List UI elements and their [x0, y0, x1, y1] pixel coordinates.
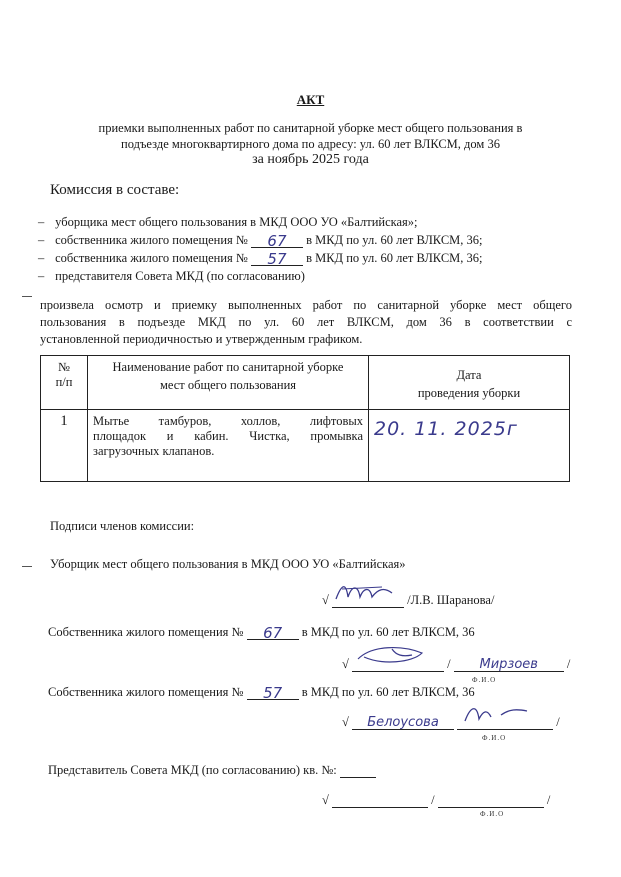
scan-mark: [22, 296, 32, 297]
list-dash: –: [38, 251, 45, 265]
doc-period: за ноябрь 2025 года: [252, 152, 369, 167]
owner2-fio-caption: Ф.И.О: [482, 734, 507, 742]
list-dash: –: [38, 215, 45, 229]
owner2-text-after: в МКД по ул. 60 лет ВЛКСМ, 36: [301, 685, 475, 699]
row-work: [88, 410, 369, 482]
council-rep-text: Представитель Совета МКД (по согласованию) кв. №:: [48, 763, 337, 777]
header-date: [369, 356, 570, 410]
owner2-handwritten-name: Белоусова: [352, 715, 454, 730]
checkmark: √: [342, 657, 349, 671]
owner1-text-before: Собственника жилого помещения №: [48, 625, 244, 639]
works-table: [40, 355, 570, 482]
council-rep-signature-line: [332, 793, 428, 808]
owner2-line: [48, 684, 475, 700]
handwritten-signature-icon: [457, 701, 553, 725]
member-text: уборщика мест общего пользования в МКД ООО УО «Балтийская»;: [55, 215, 418, 229]
doc-subtitle-line-1: приемки выполненных работ по санитарной уборке мест общего пользования в: [98, 121, 523, 135]
owner1-signature-block: √ / Мирзоев /: [342, 656, 570, 672]
doc-subtitle-line-2: подъезде многоквартирного дома по адресу: ул. 60 лет ВЛКСМ, дом 36: [121, 137, 500, 151]
paragraph-line-1: произвела осмотр и приемку выполненных работ по санитарной уборке мест общего: [40, 298, 572, 312]
header-work-name-l2: мест общего пользования: [159, 378, 297, 392]
header-number-l2: п/п: [55, 375, 73, 389]
handwritten-apartment-number: 57: [247, 685, 299, 700]
table-row: [41, 410, 570, 482]
member-council-rep: [38, 268, 305, 284]
checkmark: √: [342, 715, 349, 729]
member-cleaner: [38, 214, 418, 230]
list-dash: –: [38, 233, 45, 247]
row-work-l1: Мытье тамбуров, холлов, лифтовых: [93, 414, 363, 428]
scan-mark: [22, 566, 32, 567]
council-rep-name-line: [438, 793, 544, 808]
checkmark: √: [322, 593, 329, 607]
handwritten-apartment-number: 67: [251, 233, 303, 248]
signatures-heading: Подписи членов комиссии:: [50, 519, 195, 533]
list-dash: –: [38, 269, 45, 283]
member-text-before: собственника жилого помещения №: [55, 233, 248, 247]
doc-title: АКТ: [296, 92, 325, 107]
member-owner-1: [38, 232, 483, 248]
handwritten-signature-icon: [352, 643, 444, 667]
checkmark: √: [322, 793, 329, 807]
member-text-after: в МКД по ул. 60 лет ВЛКСМ, 36;: [306, 233, 483, 247]
council-rep-fio-caption: Ф.И.О: [480, 810, 505, 818]
paragraph-line-3: установленной периодичностью и утвержденным графиком.: [40, 332, 363, 346]
owner1-handwritten-name: Мирзоев: [454, 657, 564, 672]
header-date-l2: проведения уборки: [417, 386, 521, 400]
member-owner-2: [38, 250, 483, 266]
header-date-l1: Дата: [456, 368, 482, 382]
council-rep-apartment-field: [340, 763, 376, 778]
header-number: [41, 356, 88, 410]
table-header-row: [41, 356, 570, 410]
paragraph-line-2: пользования в подъезде МКД по ул. 60 лет ВЛКСМ, дом 36 в соответствии с: [40, 315, 572, 329]
handwritten-apartment-number: 57: [251, 251, 303, 266]
row-work-l2: площадок и кабин. Чистка, промывка: [93, 429, 363, 443]
council-rep-signature-block: √ / /: [322, 793, 551, 807]
council-rep-line: [48, 762, 376, 778]
row-number: 1: [41, 410, 88, 482]
cleaner-name: /Л.В. Шаранова/: [407, 593, 495, 607]
member-text: представителя Совета МКД (по согласованию): [55, 269, 305, 283]
header-number-l1: №: [58, 360, 70, 374]
owner1-line: [48, 624, 475, 640]
owner1-signature-line: [352, 657, 444, 672]
cleaner-signature-block: [322, 592, 494, 608]
member-text-before: собственника жилого помещения №: [55, 251, 248, 265]
owner1-text-after: в МКД по ул. 60 лет ВЛКСМ, 36: [301, 625, 475, 639]
cleaner-line: Уборщик мест общего пользования в МКД ООО УО «Балтийская»: [50, 557, 406, 571]
member-text-after: в МКД по ул. 60 лет ВЛКСМ, 36;: [306, 251, 483, 265]
header-work-name: [88, 356, 369, 410]
handwritten-signature-icon: [332, 581, 404, 603]
owner2-text-before: Собственника жилого помещения №: [48, 685, 244, 699]
owner1-fio-caption: Ф.И.О: [472, 676, 497, 684]
owner2-signature-block: √ Белоусова /: [342, 714, 560, 730]
owner2-signature-line: [457, 715, 553, 730]
commission-heading: Комиссия в составе:: [50, 182, 180, 198]
row-date: [369, 410, 570, 482]
row-work-l3: загрузочных клапанов.: [93, 444, 215, 458]
handwritten-apartment-number: 67: [247, 625, 299, 640]
cleaner-signature-line: [332, 593, 404, 608]
handwritten-date: 20. 11. 2025г: [374, 418, 518, 440]
header-work-name-l1: Наименование работ по санитарной уборке: [112, 360, 344, 374]
